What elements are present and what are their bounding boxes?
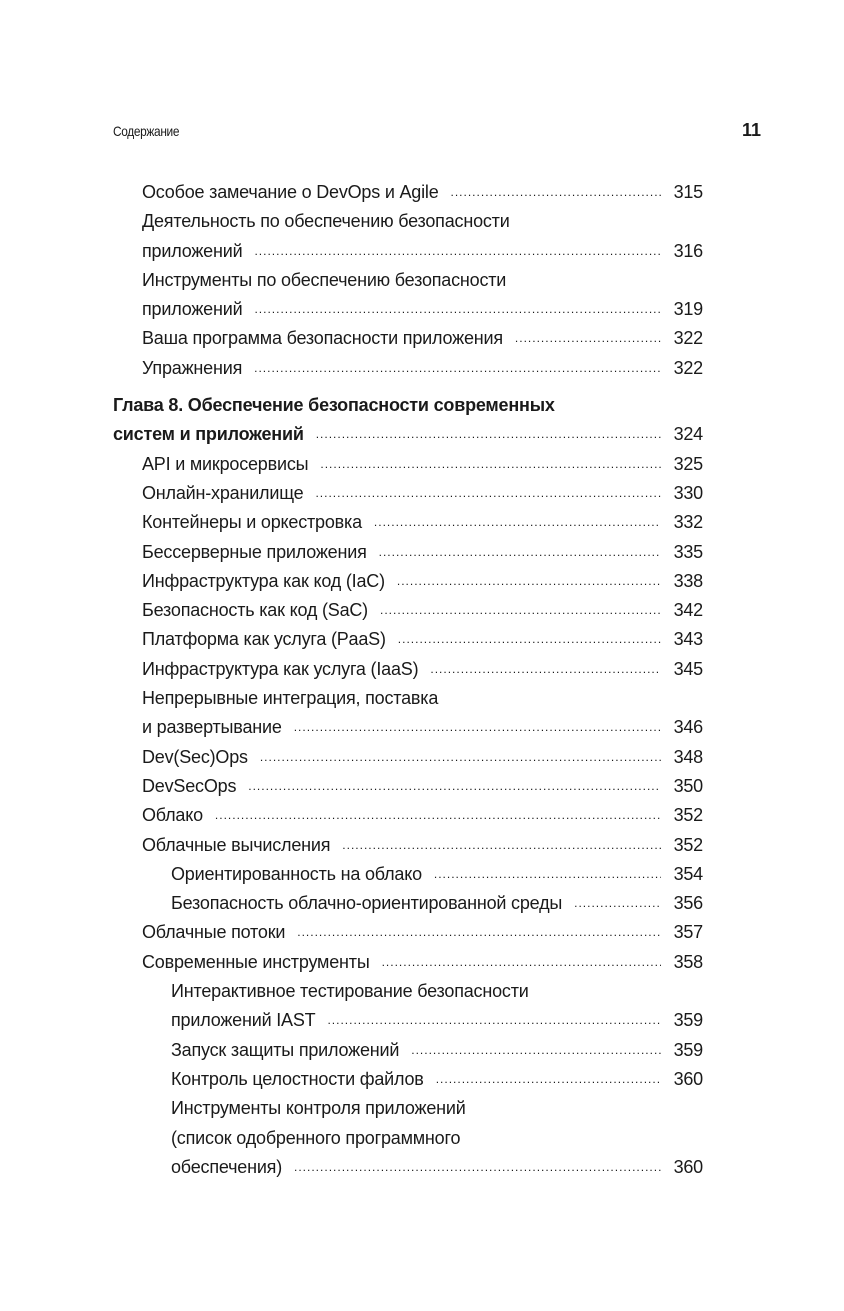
toc-entry-title: Современные инструменты bbox=[142, 951, 370, 972]
toc-entry[interactable] bbox=[113, 207, 703, 266]
toc-entry-title: приложений IAST bbox=[171, 1010, 316, 1031]
dot-leader bbox=[297, 918, 661, 947]
dot-leader bbox=[515, 324, 661, 353]
toc-page-number: 359 bbox=[673, 1010, 703, 1031]
dot-leader bbox=[574, 889, 661, 918]
toc-entry-line bbox=[113, 831, 703, 860]
toc-entry[interactable] bbox=[113, 596, 703, 625]
dot-leader bbox=[254, 295, 661, 324]
toc-entry-title: (список одобренного программного bbox=[171, 1127, 461, 1148]
toc-page-number: 322 bbox=[673, 357, 703, 378]
dot-leader bbox=[382, 948, 661, 977]
toc-page-number: 316 bbox=[673, 240, 703, 261]
dot-leader bbox=[451, 178, 661, 207]
toc-page-number: 315 bbox=[673, 182, 703, 202]
toc-entry-line bbox=[113, 450, 703, 479]
toc-page-number: 360 bbox=[673, 1156, 703, 1177]
toc-page-number: 348 bbox=[673, 746, 703, 767]
toc-entry-title: API и микросервисы bbox=[142, 453, 309, 474]
toc-entry-line bbox=[113, 295, 703, 324]
toc-entry[interactable] bbox=[113, 889, 703, 918]
running-header-title: Содержание bbox=[113, 123, 180, 139]
toc-entry[interactable] bbox=[113, 324, 703, 353]
toc-entry[interactable] bbox=[113, 479, 703, 508]
toc-entry-title: Запуск защиты приложений bbox=[171, 1039, 400, 1060]
toc-entry-title: приложений bbox=[142, 240, 243, 261]
toc-page-number: 342 bbox=[673, 600, 703, 621]
toc-page-number: 360 bbox=[673, 1068, 703, 1089]
toc-page-number: 352 bbox=[673, 805, 703, 826]
toc-entry-line bbox=[113, 713, 703, 742]
dot-leader bbox=[327, 1006, 661, 1035]
toc-entry-title: Безопасность облачно-ориентированной среды bbox=[171, 893, 563, 914]
toc-page-number: 350 bbox=[673, 775, 703, 796]
toc-entry-title: Деятельность по обеспечению безопасности bbox=[142, 211, 510, 232]
toc-entry-title: Глава 8. Обеспечение безопасности современных bbox=[113, 395, 555, 416]
toc-entry-line bbox=[113, 977, 703, 1006]
toc-page-number: 354 bbox=[673, 863, 703, 884]
dot-leader bbox=[397, 567, 661, 596]
toc-entry[interactable] bbox=[113, 918, 703, 947]
toc-entry-line bbox=[113, 538, 703, 567]
toc-entry-line bbox=[113, 1153, 703, 1182]
toc-entry-title: Облачные потоки bbox=[142, 922, 286, 943]
toc-entry-title: Упражнения bbox=[142, 357, 243, 378]
toc-page-number: 330 bbox=[673, 482, 703, 503]
toc-page-number: 359 bbox=[673, 1039, 703, 1060]
toc-entry-title: Облачные вычисления bbox=[142, 834, 331, 855]
toc-page-number: 324 bbox=[673, 424, 703, 445]
dot-leader bbox=[342, 831, 661, 860]
toc-page-number: 358 bbox=[673, 951, 703, 972]
toc-entry-title: Бессерверные приложения bbox=[142, 541, 367, 562]
toc-entry[interactable] bbox=[113, 948, 703, 977]
toc-entry-title: Контроль целостности файлов bbox=[171, 1068, 424, 1089]
toc-entry-line bbox=[113, 684, 703, 713]
toc-entry-title: приложений bbox=[142, 299, 243, 320]
toc-entry-title: Инфраструктура как услуга (IaaS) bbox=[142, 658, 419, 679]
toc-entry-title: Ваша программа безопасности приложения bbox=[142, 328, 503, 349]
toc-entry[interactable] bbox=[113, 743, 703, 772]
toc-entry-line bbox=[113, 625, 703, 654]
toc-entry[interactable] bbox=[113, 1036, 703, 1065]
toc-chapter-entry[interactable] bbox=[113, 391, 703, 450]
toc-page-number: 352 bbox=[673, 834, 703, 855]
toc-entry-line bbox=[113, 1124, 703, 1153]
toc-entry-line bbox=[113, 567, 703, 596]
toc-entry-line bbox=[113, 1006, 703, 1035]
toc-entry-line bbox=[113, 596, 703, 625]
dot-leader bbox=[316, 420, 661, 449]
toc-entry-title: Безопасность как код (SaC) bbox=[142, 600, 368, 621]
toc-entry[interactable] bbox=[113, 538, 703, 567]
toc-entry-title: и развертывание bbox=[142, 717, 282, 738]
dot-leader bbox=[379, 538, 661, 567]
toc-entry-title: Ориентированность на облако bbox=[171, 863, 422, 884]
toc-entry[interactable] bbox=[113, 684, 703, 743]
dot-leader bbox=[374, 508, 661, 537]
toc-entry[interactable] bbox=[113, 178, 703, 207]
toc-entry-title: Инструменты контроля приложений bbox=[171, 1098, 466, 1119]
dot-leader bbox=[320, 450, 661, 479]
toc-entry-line bbox=[113, 1065, 703, 1094]
dot-leader bbox=[260, 743, 661, 772]
toc-entry-line bbox=[113, 772, 703, 801]
toc-entry-title: Облако bbox=[142, 805, 203, 826]
toc-entry[interactable] bbox=[113, 450, 703, 479]
dot-leader bbox=[430, 655, 661, 684]
toc-entry-title: Особое замечание о DevOps и Agile bbox=[142, 182, 439, 202]
table-of-contents bbox=[113, 178, 703, 1182]
toc-page-number: 335 bbox=[673, 541, 703, 562]
toc-entry[interactable] bbox=[113, 567, 703, 596]
toc-entry-line bbox=[113, 324, 703, 353]
toc-entry-title: Онлайн-хранилище bbox=[142, 482, 304, 503]
toc-page-number: 346 bbox=[673, 717, 703, 738]
toc-entry[interactable] bbox=[113, 266, 703, 325]
toc-page-number: 357 bbox=[673, 922, 703, 943]
toc-page-number: 319 bbox=[673, 299, 703, 320]
toc-entry[interactable] bbox=[113, 801, 703, 830]
dot-leader bbox=[215, 801, 661, 830]
toc-entry-line bbox=[113, 889, 703, 918]
toc-entry[interactable] bbox=[113, 625, 703, 654]
toc-entry[interactable] bbox=[113, 977, 703, 1036]
toc-page-number: 345 bbox=[673, 658, 703, 679]
toc-entry-line bbox=[113, 479, 703, 508]
toc-entry-title: Инфраструктура как код (IaC) bbox=[142, 570, 385, 591]
toc-page-number: 322 bbox=[673, 328, 703, 349]
toc-entry[interactable] bbox=[113, 831, 703, 860]
dot-leader bbox=[254, 354, 661, 383]
dot-leader bbox=[248, 772, 661, 801]
dot-leader bbox=[254, 237, 661, 266]
toc-entry-line bbox=[113, 743, 703, 772]
toc-entry[interactable] bbox=[113, 1065, 703, 1094]
toc-entry-line bbox=[113, 207, 703, 236]
toc-entry[interactable] bbox=[113, 772, 703, 801]
toc-entry-line bbox=[113, 178, 703, 207]
toc-entry-line bbox=[113, 391, 703, 420]
dot-leader bbox=[398, 625, 661, 654]
toc-entry[interactable] bbox=[113, 860, 703, 889]
dot-leader bbox=[436, 1065, 661, 1094]
toc-entry-title: Контейнеры и оркестровка bbox=[142, 512, 362, 533]
toc-entry-line bbox=[113, 1094, 703, 1123]
toc-entry-title: Платформа как услуга (PaaS) bbox=[142, 629, 386, 650]
dot-leader bbox=[294, 713, 661, 742]
page-number: 11 bbox=[741, 120, 761, 140]
toc-entry-line bbox=[113, 508, 703, 537]
toc-page-number: 338 bbox=[673, 570, 703, 591]
toc-entry-line bbox=[113, 801, 703, 830]
dot-leader bbox=[380, 596, 661, 625]
toc-entry[interactable] bbox=[113, 354, 703, 383]
toc-entry-title: Dev(Sec)Ops bbox=[142, 746, 248, 767]
toc-entry-title: Непрерывные интеграция, поставка bbox=[142, 688, 439, 709]
toc-entry[interactable] bbox=[113, 655, 703, 684]
toc-entry-line bbox=[113, 237, 703, 266]
toc-entry-line bbox=[113, 860, 703, 889]
dot-leader bbox=[411, 1036, 661, 1065]
toc-entry-title: обеспечения) bbox=[171, 1156, 283, 1177]
toc-entry-line bbox=[113, 266, 703, 295]
dot-leader bbox=[315, 479, 661, 508]
toc-entry[interactable] bbox=[113, 508, 703, 537]
toc-page-number: 343 bbox=[673, 629, 703, 650]
toc-page-number: 356 bbox=[673, 893, 703, 914]
toc-entry-line bbox=[113, 918, 703, 947]
dot-leader bbox=[294, 1153, 661, 1182]
toc-entry-title: Интерактивное тестирование безопасности bbox=[171, 981, 529, 1002]
dot-leader bbox=[434, 860, 661, 889]
toc-entry-line bbox=[113, 1036, 703, 1065]
toc-entry-title: DevSecOps bbox=[142, 775, 237, 796]
toc-page-number: 325 bbox=[673, 453, 703, 474]
toc-page-number: 332 bbox=[673, 512, 703, 533]
toc-entry-title: Инструменты по обеспечению безопасности bbox=[142, 269, 507, 290]
toc-entry-line bbox=[113, 420, 703, 449]
toc-entry-title: систем и приложений bbox=[113, 424, 304, 445]
toc-entry-line bbox=[113, 655, 703, 684]
toc-entry-line bbox=[113, 948, 703, 977]
toc-entry[interactable] bbox=[113, 1094, 703, 1182]
toc-entry-line bbox=[113, 354, 703, 383]
